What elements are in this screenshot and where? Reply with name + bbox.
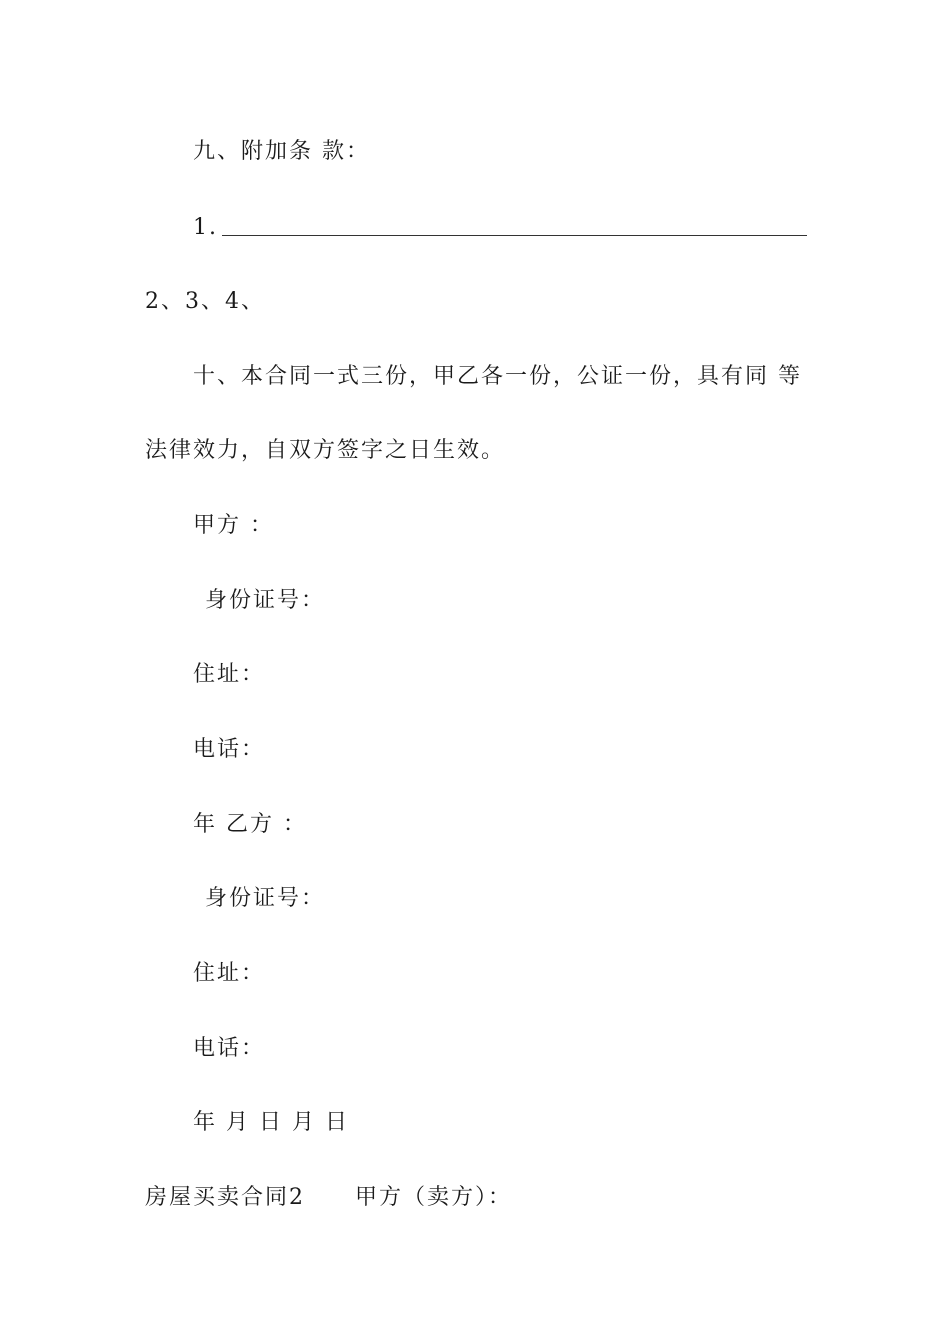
next-contract-seller-label: 甲方（卖方）： (355, 1185, 513, 1210)
clause-9-item-1-blank-line (222, 235, 807, 236)
clause-10-line-1: 十、本合同一式三份，甲乙各一份，公证一份，具有同 等 (193, 364, 802, 389)
next-contract-title: 房屋买卖合同2 (145, 1185, 305, 1210)
party-a-address-label: 住址： (193, 662, 266, 687)
clause-9-items-rest: 2、3、4、 (145, 289, 265, 314)
clause-9-item-1-number: 1. (193, 215, 218, 240)
party-b-id-label: 身份证号： (205, 886, 326, 911)
clause-10-line-2: 法律效力，自双方签字之日生效。 (145, 438, 506, 463)
party-a-id-label: 身份证号： (205, 588, 326, 613)
party-a-phone-label: 电话： (193, 737, 266, 762)
clause-9-heading: 九、附加条 款： (193, 139, 370, 164)
date-line: 年 月 日 月 日 (193, 1110, 349, 1135)
party-b-phone-label: 电话： (193, 1036, 266, 1061)
party-a-label: 甲方 ： (193, 513, 274, 538)
party-b-address-label: 住址： (193, 961, 266, 986)
party-b-label: 年 乙方 ： (193, 812, 307, 837)
